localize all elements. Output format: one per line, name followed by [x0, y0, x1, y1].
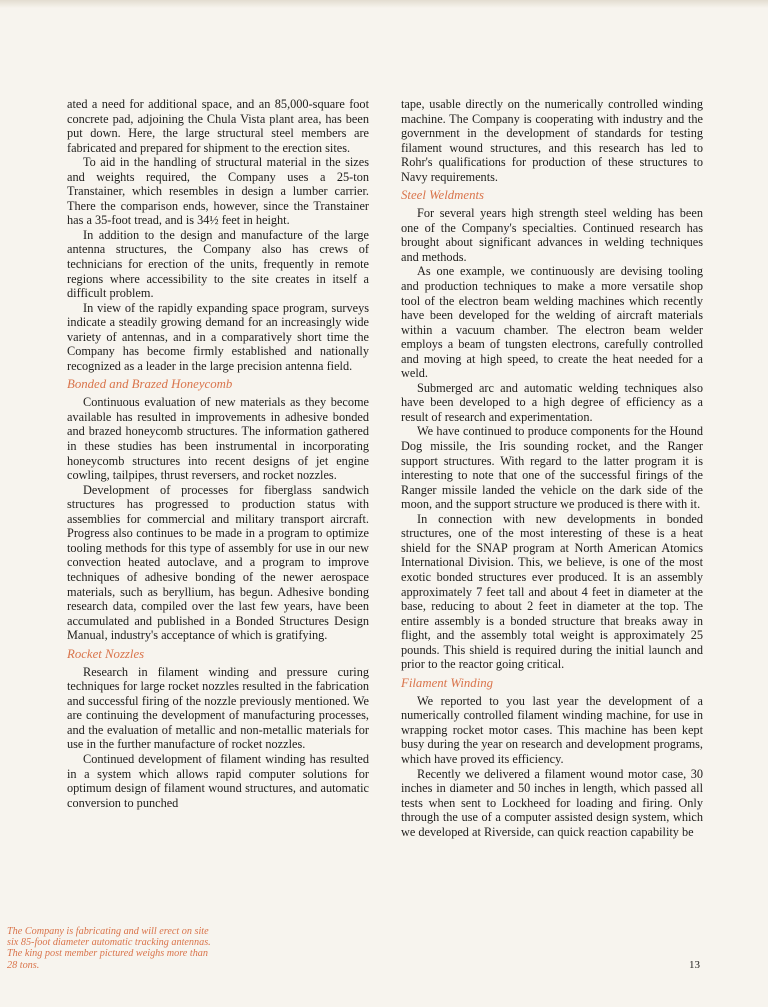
body-paragraph: For several years high strength steel welding has been one of the Company's specialties. Continued research has brought about significant advances in welding techniques and methods.: [401, 206, 703, 264]
body-paragraph: In connection with new developments in bonded structures, one of the most interesting of these is a heat shield for the SNAP program at North American Atomics International Division. This, we believe, is one of the most exotic bonded structures ever produced. It is an assembly approximately 7 feet tall and about 4 feet in diameter at the base, reducing to about 2 feet in diameter at the top. The entire assembly is a bonded structure that breaks away in flight, and the assembly total weight is approximately 25 pounds. This shield is required during the initial launch and prior to the reactor going critical.: [401, 511, 703, 672]
left-column: [67, 97, 369, 810]
body-paragraph: Continuous evaluation of new materials as they become available has resulted in improvements in adhesive bonded and brazed honeycomb structures. The information gathered in these studies has been instrumental in incorporating honeycomb structures into recent designs of jet engine cowling, tailpipes, thrust reversers, and rocket nozzles.: [67, 395, 369, 483]
body-paragraph: We reported to you last year the development of a numerically controlled filament winding machine, for use in wrapping rocket motor cases. This machine has been kept busy during the year on research and development programs, which have proved its efficiency.: [401, 693, 703, 766]
section-heading: Bonded and Brazed Honeycomb: [67, 377, 233, 392]
body-paragraph: In view of the rapidly expanding space program, surveys indicate a steadily growing demand for an increasingly wide variety of antennas, and in a comparatively short time the Company has become firmly established and nationally recognized as a leader in the large precision antenna field.: [67, 300, 369, 373]
page-top-edge: [0, 0, 768, 8]
body-paragraph: To aid in the handling of structural material in the sizes and weights required, the Company uses a 25-ton Transtainer, which resembles in design a lumber carrier. There the comparison ends, however, since the Transtainer has a 35-foot tread, and is 34½ feet in height.: [67, 155, 369, 228]
body-paragraph: tape, usable directly on the numerically controlled winding machine. The Company is cooperating with industry and the government in the development of standards for testing filament wound structures, and this research has led to Rohr's qualifications for production of these structures to Navy requirements.: [401, 97, 703, 184]
right-column: [401, 97, 703, 839]
page-number: 13: [689, 959, 700, 971]
body-paragraph: Development of processes for fiberglass sandwich structures has progressed to production status with assemblies for commercial and military transport aircraft. Progress also continues to be made in a program to optimize tooling methods for this type of assembly for use in our new convection heated autoclave, and a program to improve techniques of adhesive bonding of the newer aerospace materials, such as beryllium, has begun. Adhesive bonding research data, compiled over the last few years, have been accumulated and published in a Bonded Structures Design Manual, industry's acceptance of which is gratifying.: [67, 482, 369, 643]
body-paragraph: In addition to the design and manufacture of the large antenna structures, the Company also has crews of technicians for erection of the units, frequently in remote regions where accessibility to the site creates in itself a difficult problem.: [67, 227, 369, 301]
body-paragraph: ated a need for additional space, and an 85,000-square foot concrete pad, adjoining the Chula Vista plant area, has been put down. Here, the large structural steel members are fabricated and prepared for shipment to the erection sites.: [67, 97, 369, 155]
section-heading: Filament Winding: [401, 675, 494, 690]
body-paragraph: Recently we delivered a filament wound motor case, 30 inches in diameter and 50 inches in length, which passed all tests when sent to Lockheed for loading and firing. Only through the use of a computer assisted design system, which we developed at Riverside, can quick reaction capability be: [401, 766, 703, 839]
section-heading: Steel Weldments: [401, 188, 485, 203]
section-heading: Rocket Nozzles: [67, 646, 145, 661]
body-paragraph: Continued development of filament winding has resulted in a system which allows rapid computer solutions for optimum design of filament wound structures, and automatic conversion to punched: [67, 751, 369, 810]
body-paragraph: We have continued to produce components for the Hound Dog missile, the Iris sounding rocket, and the Ranger support structures. With regard to the latter program it is interesting to note that one of the successful firings of the Ranger missile landed the vehicle on the dark side of the moon, and the support structure we produced is there with it.: [401, 424, 703, 512]
photo-caption: The Company is fabricating and will erect on site six 85-foot diameter automatic tracking antennas. The king post member pictured weighs more than 28 tons.: [7, 926, 211, 971]
body-paragraph: As one example, we continuously are devising tooling and production techniques to make a more versatile shop tool of the electron beam welding machines which recently have been developed for the welding of aircraft materials within a vacuum chamber. The electron beam welder employs a beam of tungsten electrons, carefully controlled and moving at high speed, to create the heat needed for a weld.: [401, 264, 703, 381]
body-paragraph: Research in filament winding and pressure curing techniques for large rocket nozzles resulted in the fabrication and successful firing of the nozzle previously mentioned. We are continuing the development of manufacturing processes, and the evaluation of metallic and non-metallic materials for use in the further manufacture of rocket nozzles.: [67, 664, 369, 752]
body-paragraph: Submerged arc and automatic welding techniques also have been developed to a high degree of efficiency as a result of research and experimentation.: [401, 380, 703, 424]
